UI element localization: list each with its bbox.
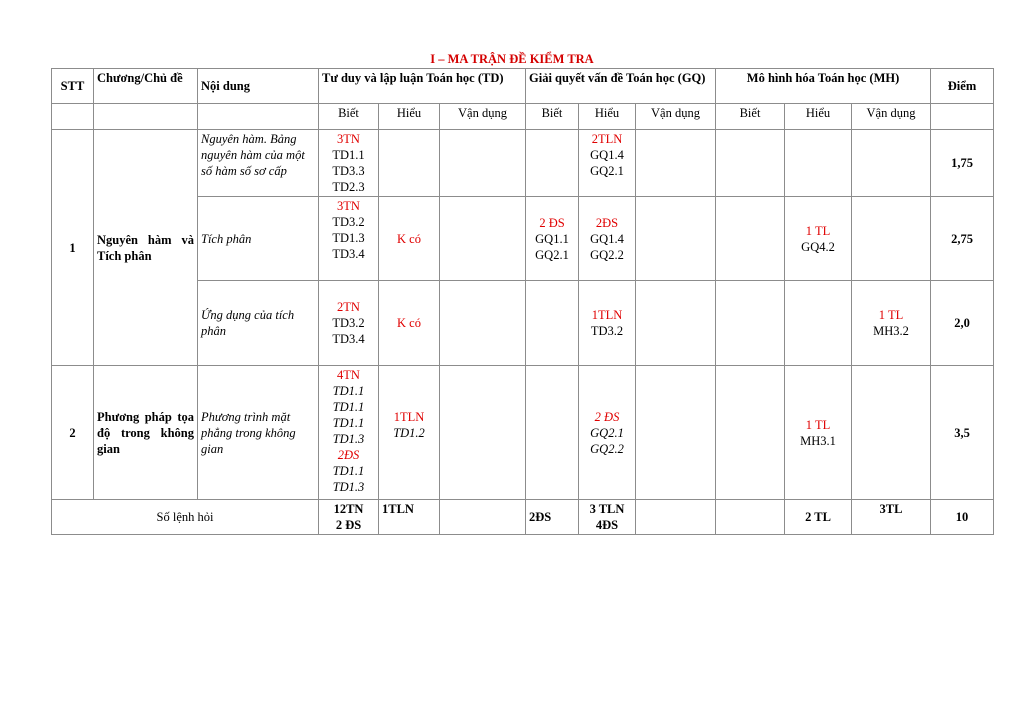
- table-row: [52, 366, 994, 500]
- stt-cell: 2: [52, 366, 94, 500]
- td-biet-cell: 3TN TD1.1 TD3.3 TD2.3: [319, 130, 379, 197]
- mh-biet-header: Biết: [716, 104, 785, 130]
- td-hieu-cell: 1TLN TD1.2: [379, 366, 440, 500]
- mh-hieu-cell: 1 TL GQ4.2: [785, 197, 852, 281]
- chuong-cell: Phương pháp tọa độ trong không gian: [94, 366, 198, 500]
- header-chuong: Chương/Chủ đề: [94, 69, 198, 104]
- header-stt: STT: [52, 69, 94, 104]
- totals-td-biet: 12TN 2 ĐS: [319, 500, 379, 535]
- table-row: [52, 130, 994, 197]
- diem-cell: 3,5: [931, 366, 994, 500]
- noi-dung-cell: Ứng dụng của tích phân: [198, 281, 319, 366]
- diem-cell: 2,75: [931, 197, 994, 281]
- noi-dung-cell: Tích phân: [198, 197, 319, 281]
- totals-gq-biet: 2ĐS: [526, 500, 579, 535]
- gq-hieu-header: Hiểu: [579, 104, 636, 130]
- mh-hieu-header: Hiểu: [785, 104, 852, 130]
- subheader-row: [52, 104, 994, 130]
- header-row: [52, 69, 994, 104]
- td-biet-cell: 4TN TD1.1 TD1.1 TD1.1 TD1.3 2ĐS TD1.1 TD1.3: [319, 366, 379, 500]
- totals-gq-hieu: 3 TLN 4ĐS: [579, 500, 636, 535]
- totals-td-hieu: 1TLN: [379, 500, 440, 535]
- totals-diem: 10: [931, 500, 994, 535]
- noi-dung-cell: Nguyên hàm. Bảng nguyên hàm của một số hàm số sơ cấp: [198, 130, 319, 197]
- header-td: Tư duy và lập luận Toán học (TD): [319, 69, 526, 104]
- gq-hieu-cell: 1TLN TD3.2: [579, 281, 636, 366]
- totals-mh-hieu: 2 TL: [785, 500, 852, 535]
- diem-cell: 2,0: [931, 281, 994, 366]
- gq-biet-cell: 2 ĐS GQ1.1 GQ2.1: [526, 197, 579, 281]
- totals-row: [52, 500, 994, 535]
- gq-biet-header: Biết: [526, 104, 579, 130]
- diem-cell: 1,75: [931, 130, 994, 197]
- td-hieu-header: Hiểu: [379, 104, 440, 130]
- test-matrix-table: [51, 68, 994, 535]
- gq-hieu-cell: 2ĐS GQ1.4 GQ2.2: [579, 197, 636, 281]
- mh-vandung-header: Vận dụng: [852, 104, 931, 130]
- gq-vandung-header: Vận dụng: [636, 104, 716, 130]
- header-noi-dung: Nội dung: [198, 69, 319, 104]
- td-vandung-header: Vận dụng: [440, 104, 526, 130]
- stt-cell: 1: [52, 130, 94, 366]
- gq-hieu-cell: 2TLN GQ1.4 GQ2.1: [579, 130, 636, 197]
- page-title: I – MA TRẬN ĐỀ KIỂM TRA: [430, 52, 594, 66]
- totals-mh-vandung: 3TL: [852, 500, 931, 535]
- td-biet-header: Biết: [319, 104, 379, 130]
- header-mh: Mô hình hóa Toán học (MH): [716, 69, 931, 104]
- noi-dung-cell: Phương trình mặt phẳng trong không gian: [198, 366, 319, 500]
- td-biet-cell: 3TN TD3.2 TD1.3 TD3.4: [319, 197, 379, 281]
- td-biet-cell: 2TN TD3.2 TD3.4: [319, 281, 379, 366]
- td-hieu-cell: K có: [379, 281, 440, 366]
- header-diem: Điểm: [931, 69, 994, 104]
- mh-vandung-cell: 1 TL MH3.2: [852, 281, 931, 366]
- header-gq: Giải quyết vấn đề Toán học (GQ): [526, 69, 716, 104]
- td-hieu-cell: K có: [379, 197, 440, 281]
- totals-label: Số lệnh hỏi: [52, 500, 319, 535]
- chuong-cell: Nguyên hàm và Tích phân: [94, 130, 198, 366]
- mh-hieu-cell: 1 TL MH3.1: [785, 366, 852, 500]
- gq-hieu-cell: 2 ĐS GQ2.1 GQ2.2: [579, 366, 636, 500]
